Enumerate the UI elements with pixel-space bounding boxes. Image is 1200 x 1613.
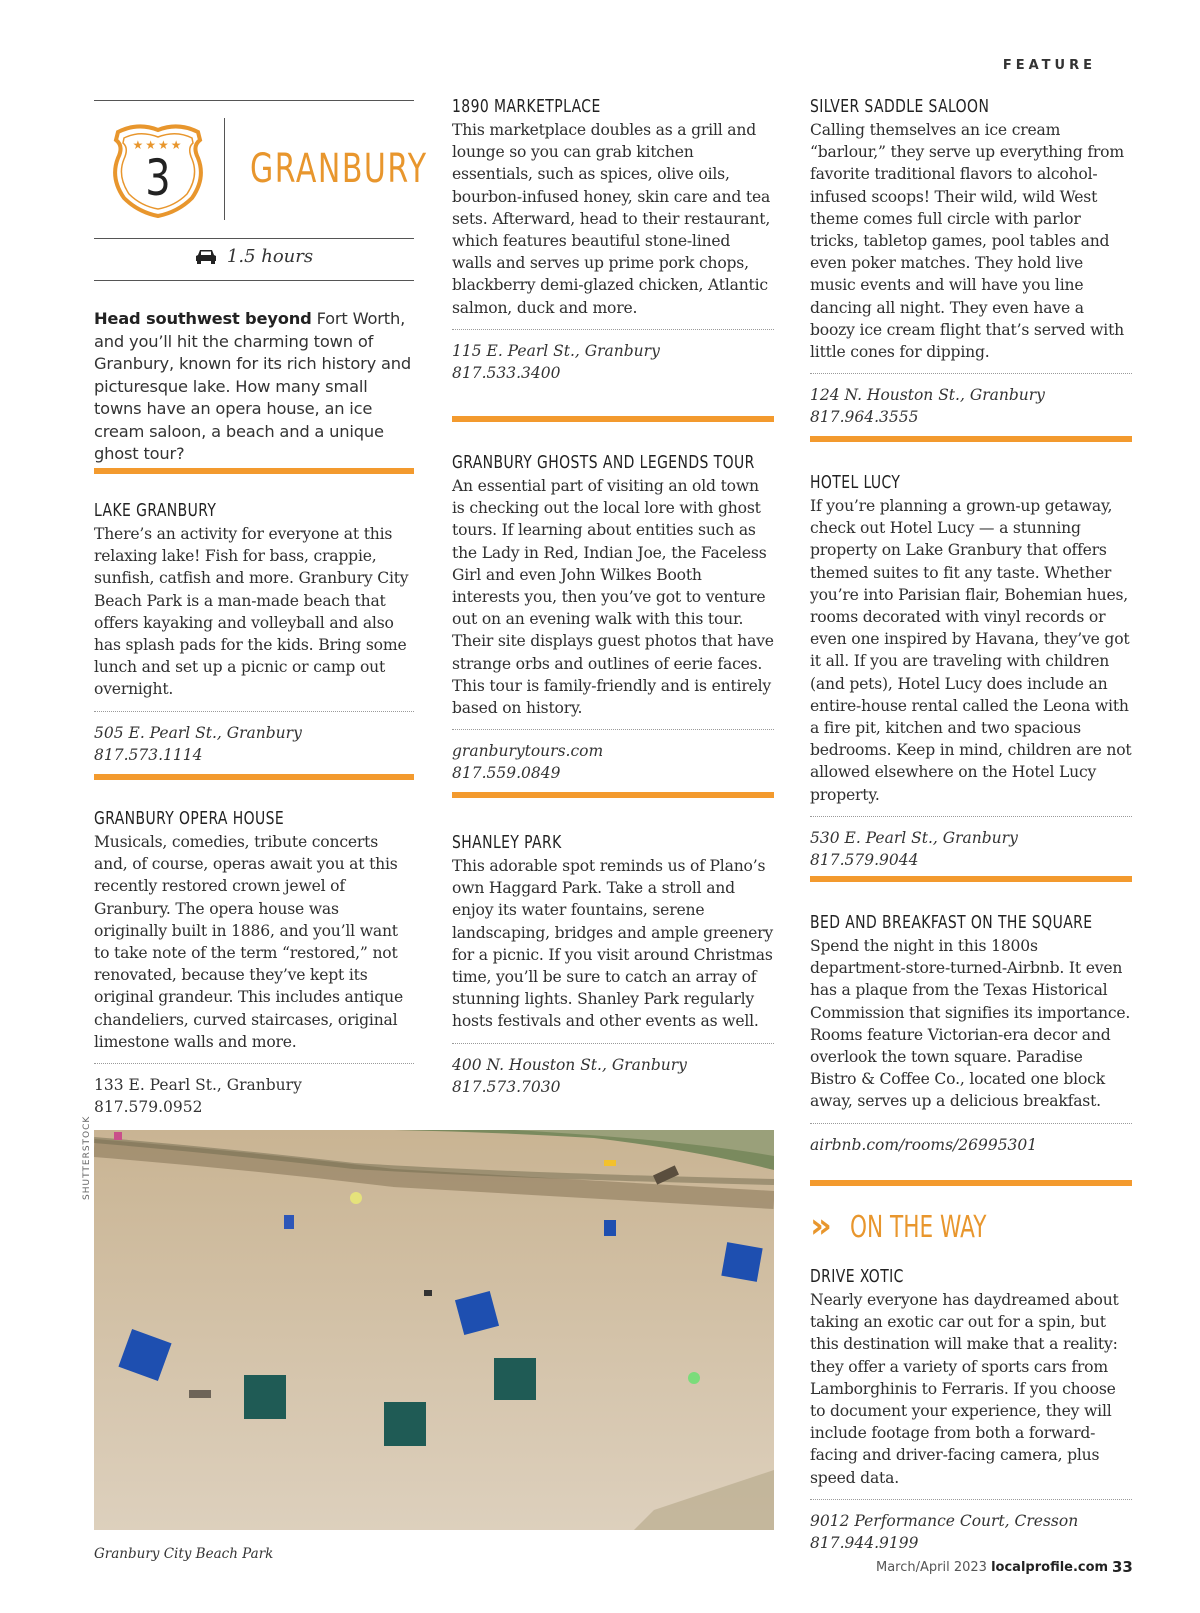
listing-title: GRANBURY OPERA HOUSE xyxy=(94,808,285,829)
section-divider xyxy=(94,468,414,474)
badge-rank: 3 xyxy=(145,149,171,207)
beach-photo-illustration xyxy=(94,1130,774,1530)
listing-shanley-park xyxy=(452,832,774,1098)
listing-address: 115 E. Pearl St., Granbury xyxy=(452,341,660,360)
listing-address: 124 N. Houston St., Granbury xyxy=(810,386,1045,405)
dotted-rule xyxy=(810,1499,1132,1500)
listing-phone: 817.573.1114 xyxy=(94,745,203,764)
dotted-rule xyxy=(94,1063,414,1064)
route-badge xyxy=(108,118,208,218)
listing-phone: 817.533.3400 xyxy=(452,363,561,382)
on-the-way-heading xyxy=(810,1206,1132,1250)
listing-address: 530 E. Pearl St., Granbury xyxy=(810,828,1018,847)
rule xyxy=(94,280,414,281)
intro-body: Fort Worth, and you’ll hit the charming town of Granbury, known for its rich history and picturesque lake. How many small towns have an opera house, an ice cream saloon, a beach and a unique ghost tour? xyxy=(94,309,412,463)
listing-body: An essential part of visiting an old town is checking out the local lore with ghost tours. If learning about entities such as the Lady in Red, Indian Joe, the Faceless Girl and even John Wilkes Booth interests you, then you’ve got to venture out on an evening walk with this tour. Their site displays guest photos that have strange orbs and outlines of eerie faces. This tour is family-friendly and is entirely based on history. xyxy=(452,477,774,718)
footer-site: localprofile.com xyxy=(991,1560,1109,1575)
listing-body: Spend the night in this 1800s department-store-turned-Airbnb. It even has a plaque from the Texas Historical Commission that signifies its importance. Rooms feature Victorian-era decor and overlook the town square. Paradise Bistro & Coffee Co., located one block away, serves up a delicious breakfast. xyxy=(810,937,1131,1111)
section-divider xyxy=(452,416,774,422)
listing-address: 505 E. Pearl St., Granbury xyxy=(94,723,302,742)
dotted-rule xyxy=(810,816,1132,817)
beach-photo xyxy=(94,1130,774,1530)
intro-paragraph xyxy=(94,308,414,466)
page-number: 33 xyxy=(1112,1558,1133,1576)
section-label: FEATURE xyxy=(1002,58,1096,73)
photo-credit: SHUTTERSTOCK xyxy=(82,1115,92,1200)
dotted-rule xyxy=(810,1123,1132,1124)
listing-phone: 817.573.7030 xyxy=(452,1077,561,1096)
listing-phone: 817.559.0849 xyxy=(452,764,561,783)
dotted-rule xyxy=(94,711,414,712)
listing-address: 133 E. Pearl St., Granbury xyxy=(94,1076,302,1095)
listing-phone: 817.579.9044 xyxy=(810,850,919,869)
listing-ghosts-tour xyxy=(452,452,774,784)
listing-phone: 817.579.0952 xyxy=(94,1098,203,1117)
car-icon xyxy=(195,248,217,264)
listing-body: If you’re planning a grown-up getaway, check out Hotel Lucy — a stunning property on Lake Granbury that offers themed suites to fit any taste. Whether you’re into Parisian flair, Bohemian hues, rooms decorated with vinyl records or even one inspired by Havana, they’ve got it all. If you are traveling with children (and pets), Hotel Lucy does include an entire-house rental called the Leona with a fire pit, kitchen and two spacious bedrooms. Keep in mind, children are not allowed elsewhere on the Hotel Lucy property. xyxy=(810,497,1132,804)
listing-title: HOTEL LUCY xyxy=(810,472,901,493)
listing-drive-xotic xyxy=(810,1266,1132,1554)
listing-address: 9012 Performance Court, Cresson xyxy=(810,1511,1079,1530)
section-divider xyxy=(452,792,774,798)
listing-website: airbnb.com/rooms/26995301 xyxy=(810,1135,1038,1154)
dotted-rule xyxy=(452,329,774,330)
drive-time-text: 1.5 hours xyxy=(226,246,314,267)
dotted-rule xyxy=(452,1043,774,1044)
section-divider xyxy=(810,876,1132,882)
listing-opera-house xyxy=(94,808,414,1118)
listing-website: granburytours.com xyxy=(452,742,604,761)
listing-bed-and-breakfast xyxy=(810,912,1132,1156)
listing-title: DRIVE XOTIC xyxy=(810,1266,904,1287)
footer-issue xyxy=(876,1560,1108,1575)
chevrons-icon: » xyxy=(810,1206,832,1246)
listing-body: Calling themselves an ice cream “barlour,” they serve up everything from favorite traditional flavors to alcohol-infused scoops! Their wild, wild West theme comes full circle with parlor tricks, tabletop games, pool tables and even poker matches. They hold live music events and will have you line dancing all night. They even have a boozy ice cream flight that’s served with little cones for dipping. xyxy=(810,121,1124,362)
drive-time xyxy=(94,246,414,267)
listing-hotel-lucy xyxy=(810,472,1132,871)
city-name: GRANBURY xyxy=(250,146,428,192)
listing-address: 400 N. Houston St., Granbury xyxy=(452,1055,687,1074)
listing-title: LAKE GRANBURY xyxy=(94,500,217,521)
rule xyxy=(94,238,414,239)
listing-title: SHANLEY PARK xyxy=(452,832,562,853)
listing-title: 1890 MARKETPLACE xyxy=(452,96,601,117)
listing-title: GRANBURY GHOSTS AND LEGENDS TOUR xyxy=(452,452,755,473)
badge-divider xyxy=(224,118,225,220)
listing-silver-saddle xyxy=(810,96,1132,428)
on-the-way-label: ON THE WAY xyxy=(850,1210,987,1245)
badge-stars: ★★★★ xyxy=(132,138,184,152)
listing-body: This marketplace doubles as a grill and lounge so you can grab kitchen essentials, such as spices, olive oils, bourbon-infused honey, skin care and tea sets. Afterward, head to their restaurant, which features beautiful stone-lined walls and serves up prime pork chops, blackberry demi-glazed chicken, Atlantic salmon, duck and more. xyxy=(452,121,771,317)
listing-title: SILVER SADDLE SALOON xyxy=(810,96,990,117)
listing-lake-granbury xyxy=(94,500,414,766)
section-divider xyxy=(94,774,414,780)
listing-body: Nearly everyone has daydreamed about taking an exotic car out for a spin, but this destination will make that a reality: they offer a variety of sports cars from Lamborghinis to Ferraris. If you choose to document your experience, they will include footage from both a forward-facing and driver-facing camera, plus speed data. xyxy=(810,1291,1119,1487)
listing-body: This adorable spot reminds us of Plano’s own Haggard Park. Take a stroll and enjoy its water fountains, serene landscaping, bridges and ample greenery for a picnic. If you visit around Christmas time, you’ll be sure to catch an array of stunning lights. Shanley Park regularly hosts festivals and other events as well. xyxy=(452,857,773,1031)
section-divider xyxy=(810,1180,1132,1186)
footer-issue-date: March/April 2023 xyxy=(876,1560,987,1575)
intro-lead: Head southwest beyond xyxy=(94,309,312,328)
listing-phone: 817.944.9199 xyxy=(810,1533,919,1552)
listing-1890-marketplace xyxy=(452,96,774,384)
photo-caption: Granbury City Beach Park xyxy=(94,1546,274,1562)
dotted-rule xyxy=(452,729,774,730)
listing-body: There’s an activity for everyone at this relaxing lake! Fish for bass, crappie, sunfish, catfish and more. Granbury City Beach Park is a man-made beach that offers kayaking and volleyball and also has splash pads for the kids. Bring some lunch and set up a picnic or camp out overnight. xyxy=(94,525,409,699)
dotted-rule xyxy=(810,373,1132,374)
top-rule xyxy=(94,100,414,101)
listing-phone: 817.964.3555 xyxy=(810,408,919,427)
listing-body: Musicals, comedies, tribute concerts and, of course, operas await you at this recently restored crown jewel of Granbury. The opera house was originally built in 1886, and you’ll want to take note of the term “restored,” not renovated, because they’ve kept its original grandeur. This includes antique chandeliers, curved staircases, original limestone walls and more. xyxy=(94,833,403,1051)
section-divider xyxy=(810,436,1132,442)
listing-title: BED AND BREAKFAST ON THE SQUARE xyxy=(810,912,1093,933)
